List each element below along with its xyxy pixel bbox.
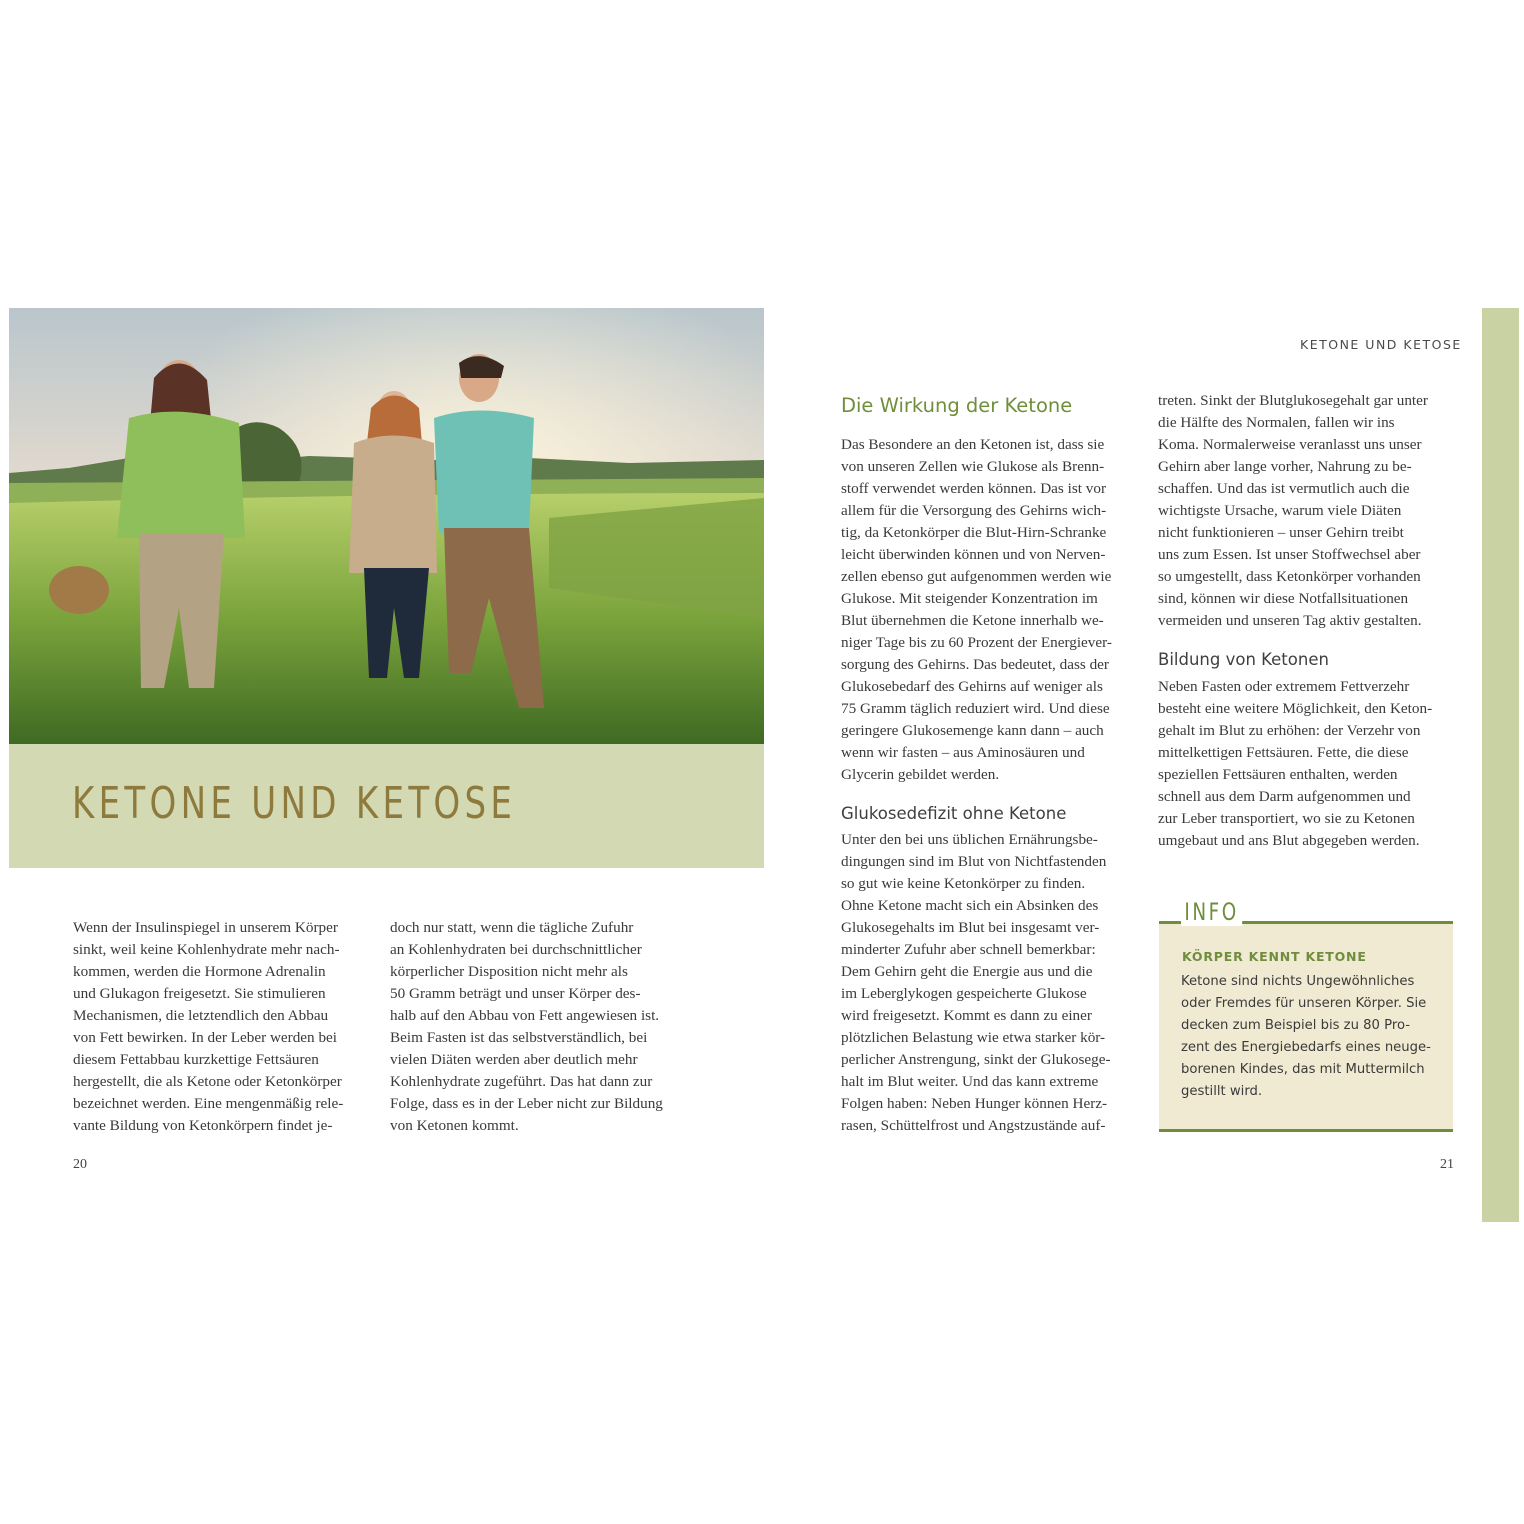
text-line: umgebaut und ans Blut abgegeben werden.: [1158, 832, 1420, 849]
text-line: halb auf den Abbau von Fett angewiesen ist.: [390, 1007, 660, 1024]
right-column-2-text: [1158, 390, 1458, 632]
text-line: minderter Zufuhr aber schnell bemerkbar:: [841, 941, 1096, 958]
text-line: rasen, Schüttelfrost und Angstzustände auf-: [841, 1117, 1106, 1134]
text-line: Gehirn aber lange vorher, Nahrung zu be-: [1158, 458, 1412, 475]
text-line: kommen, werden die Hormone Adrenalin: [73, 963, 326, 980]
text-line: halt im Blut weiter. Und das kann extreme: [841, 1073, 1099, 1090]
text-line: Folge, dass es in der Leber nicht zur Bildung: [390, 1095, 663, 1112]
text-line: Kohlenhydrate zugeführt. Das hat dann zur: [390, 1073, 653, 1090]
text-line: speziellen Fettsäuren enthalten, werden: [1158, 766, 1398, 783]
text-line: diesem Fettabbau kurzkettige Fettsäuren: [73, 1051, 319, 1068]
info-text: [1181, 971, 1431, 1103]
heading-bildung: Bildung von Ketonen: [1158, 650, 1329, 669]
text-line: vermeiden und unseren Tag aktiv gestalten.: [1158, 612, 1422, 629]
text-line: wird freigesetzt. Kommt es dann zu einer: [841, 1007, 1092, 1024]
heading-glukosedefizit: Glukosedefizit ohne Ketone: [841, 804, 1067, 823]
text-line: borenen Kindes, das mit Muttermilch: [1181, 1062, 1425, 1077]
text-line: dingungen sind im Blut von Nichtfastenden: [841, 853, 1107, 870]
text-line: Dem Gehirn geht die Energie aus und die: [841, 963, 1093, 980]
text-line: Mechanismen, die letztendlich den Abbau: [73, 1007, 329, 1024]
right-column-1-text-2: [841, 829, 1141, 1137]
chapter-title: KETONE UND KETOSE: [72, 778, 517, 829]
left-column-2: [390, 917, 690, 1137]
text-line: Glukose. Mit steigender Konzentration im: [841, 590, 1098, 607]
text-line: treten. Sinkt der Blutglukosegehalt gar unter: [1158, 392, 1428, 409]
text-line: Ketone sind nichts Ungewöhnliches: [1181, 974, 1415, 989]
text-line: zellen ebenso gut aufgenommen werden wie: [841, 568, 1112, 585]
text-line: die Hälfte des Normalen, fallen wir ins: [1158, 414, 1395, 431]
text-line: 50 Gramm beträgt und unser Körper des-: [390, 985, 641, 1002]
text-line: Glycerin gebildet werden.: [841, 766, 1000, 783]
text-line: Blut übernehmen die Ketone innerhalb we-: [841, 612, 1104, 629]
page-number-right: 21: [1440, 1157, 1454, 1172]
text-line: Koma. Normalerweise veranlasst uns unser: [1158, 436, 1422, 453]
text-line: schnell aus dem Darm aufgenommen und: [1158, 788, 1411, 805]
running-head: KETONE UND KETOSE: [1300, 337, 1462, 352]
hero-photo: [9, 308, 764, 744]
text-line: von unseren Zellen wie Glukose als Brenn-: [841, 458, 1105, 475]
text-line: sinkt, weil keine Kohlenhydrate mehr nach-: [73, 941, 340, 958]
text-line: Wenn der Insulinspiegel in unserem Körper: [73, 919, 338, 936]
text-line: allem für die Versorgung des Gehirns wich-: [841, 502, 1107, 519]
page-edge-bar: [1482, 308, 1519, 1222]
text-line: von Fett bewirken. In der Leber werden bei: [73, 1029, 337, 1046]
right-column-2-text-2: [1158, 676, 1458, 852]
text-line: doch nur statt, wenn die tägliche Zufuhr: [390, 919, 634, 936]
info-label: INFO: [1181, 898, 1242, 926]
text-line: Ohne Ketone macht sich ein Absinken des: [841, 897, 1099, 914]
text-line: nicht funktionieren – unser Gehirn treibt: [1158, 524, 1404, 541]
text-line: so gut wie keine Ketonkörper zu finden.: [841, 875, 1086, 892]
text-line: decken zum Beispiel bis zu 80 Pro-: [1181, 1018, 1411, 1033]
text-line: wenn wir fasten – aus Aminosäuren und: [841, 744, 1085, 761]
text-line: mittelkettigen Fettsäuren. Fette, die diese: [1158, 744, 1409, 761]
text-line: hergestellt, die als Ketone oder Ketonkörper: [73, 1073, 342, 1090]
text-line: niger Tage bis zu 60 Prozent der Energiever-: [841, 634, 1112, 651]
text-line: perlicher Anstrengung, sinkt der Glukosege-: [841, 1051, 1111, 1068]
heading-wirkung: Die Wirkung der Ketone: [841, 394, 1073, 417]
text-line: sind, können wir diese Notfallsituationen: [1158, 590, 1409, 607]
text-line: Folgen haben: Neben Hunger können Herz-: [841, 1095, 1108, 1112]
text-line: vielen Diäten werden aber deutlich mehr: [390, 1051, 638, 1068]
text-line: gehalt im Blut zu erhöhen: der Verzehr von: [1158, 722, 1421, 739]
info-box-bottom-rule: [1159, 1129, 1453, 1132]
text-line: Neben Fasten oder extremem Fettverzehr: [1158, 678, 1410, 695]
text-line: sorgung des Gehirns. Das bedeutet, dass der: [841, 656, 1109, 673]
text-line: im Leberglykogen gespeicherte Glukose: [841, 985, 1087, 1002]
left-column-1: [73, 917, 373, 1137]
text-line: schaffen. Und das ist vermutlich auch die: [1158, 480, 1410, 497]
text-line: zur Leber transportiert, wo sie zu Ketonen: [1158, 810, 1415, 827]
info-heading: KÖRPER KENNT KETONE: [1182, 949, 1367, 964]
text-line: und Glukagon freigesetzt. Sie stimulieren: [73, 985, 326, 1002]
text-line: gestillt wird.: [1181, 1084, 1263, 1099]
text-line: Unter den bei uns üblichen Ernährungsbe-: [841, 831, 1098, 848]
text-line: wichtigste Ursache, warum viele Diäten: [1158, 502, 1402, 519]
right-column-1-text: [841, 434, 1141, 786]
page-number-left: 20: [73, 1157, 87, 1172]
text-line: Glukosebedarf des Gehirns auf weniger als: [841, 678, 1103, 695]
text-line: tig, da Ketonkörper die Blut-Hirn-Schranke: [841, 524, 1107, 541]
text-line: 75 Gramm täglich reduziert wird. Und diese: [841, 700, 1110, 717]
text-line: leicht überwinden können und von Nerven-: [841, 546, 1106, 563]
text-line: vante Bildung von Ketonkörpern findet je-: [73, 1117, 333, 1134]
text-line: geringere Glukosemenge kann dann – auch: [841, 722, 1104, 739]
text-line: uns zum Essen. Ist unser Stoffwechsel aber: [1158, 546, 1421, 563]
text-line: körperlicher Disposition nicht mehr als: [390, 963, 628, 980]
text-line: bezeichnet werden. Eine mengenmäßig rele-: [73, 1095, 344, 1112]
text-line: Das Besondere an den Ketonen ist, dass sie: [841, 436, 1105, 453]
text-line: so umgestellt, dass Ketonkörper vorhanden: [1158, 568, 1421, 585]
text-line: zent des Energiebedarfs eines neuge-: [1181, 1040, 1431, 1055]
text-line: Glukosegehalts im Blut bei insgesamt ver-: [841, 919, 1100, 936]
text-line: oder Fremdes für unseren Körper. Sie: [1181, 996, 1427, 1011]
text-line: von Ketonen kommt.: [390, 1117, 519, 1134]
text-line: Beim Fasten ist das selbstverständlich, bei: [390, 1029, 648, 1046]
text-line: plötzlichen Belastung wie etwa starker kör-: [841, 1029, 1106, 1046]
text-line: stoff verwendet werden können. Das ist vor: [841, 480, 1107, 497]
text-line: besteht eine weitere Möglichkeit, den Keton-: [1158, 700, 1433, 717]
text-line: an Kohlenhydraten bei durchschnittlicher: [390, 941, 642, 958]
